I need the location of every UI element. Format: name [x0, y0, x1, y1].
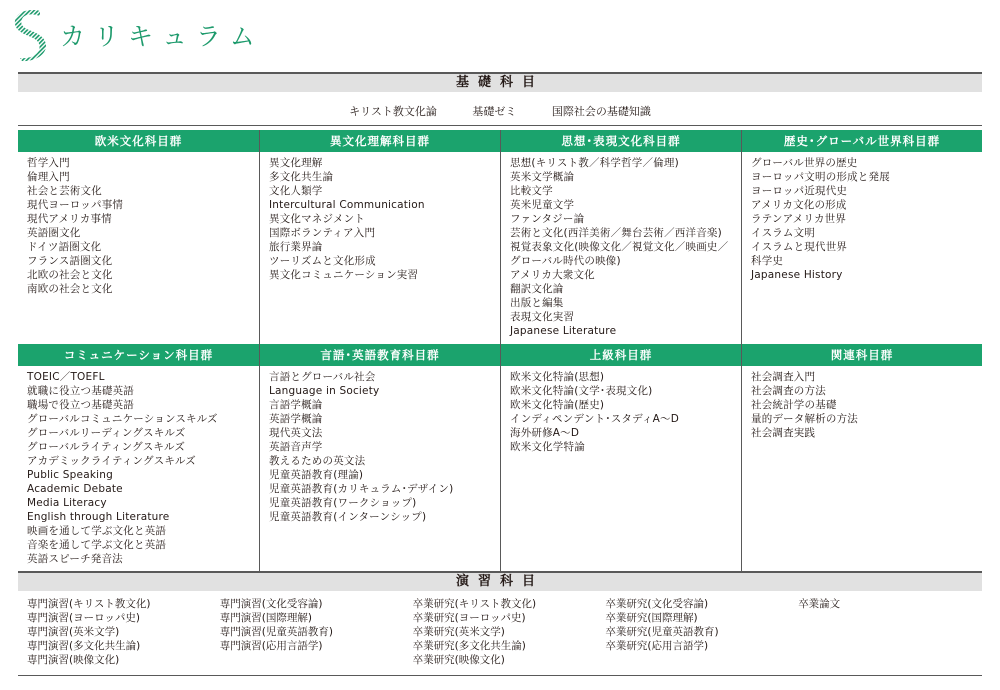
course-item: 専門演習(応用言語学) — [219, 640, 323, 652]
course-item: 出版と編集 — [510, 297, 564, 309]
group-header: 思想･表現文化科目群 — [501, 130, 741, 152]
course-item: ラテンアメリカ世界 — [751, 213, 847, 225]
course-item: 英語圏文化 — [27, 227, 81, 239]
course-item: ヨーロッパ文明の形成と発展 — [751, 171, 890, 183]
course-item: 児童英語教育(ワークショップ) — [269, 497, 417, 509]
course-item: 卒業研究(応用言語学) — [605, 640, 709, 652]
course-list — [18, 366, 259, 566]
ensyu-columns — [18, 597, 982, 667]
course-item: 文化人類学 — [269, 185, 323, 197]
course-item: 職場で役立つ基礎英語 — [27, 399, 134, 411]
course-item: 音楽を通して学ぶ文化と英語 — [27, 539, 167, 551]
ensyu-band: 演習科目 — [18, 571, 982, 591]
course-item: 異文化マネジメント — [269, 213, 365, 225]
course-item: フランス語圏文化 — [27, 255, 113, 267]
course-item: 卒業研究(多文化共生論) — [412, 640, 526, 652]
course-item: 現代アメリカ事情 — [27, 213, 112, 225]
group-column — [741, 344, 982, 571]
divider — [18, 675, 982, 676]
course-item: 社会調査の方法 — [751, 385, 826, 397]
group-column — [18, 344, 259, 571]
course-list — [742, 366, 982, 440]
course-item: 卒業研究(キリスト教文化) — [412, 598, 537, 610]
logo-icon — [10, 8, 50, 62]
course-item: グローバル時代の映像) — [510, 255, 621, 267]
course-item: 哲学入門 — [27, 157, 70, 169]
course-item: インディペンデント･スタディA～D — [510, 413, 680, 425]
course-item: 思想(キリスト教／科学哲学／倫理) — [510, 157, 679, 169]
course-item: 社会統計学の基礎 — [751, 399, 837, 411]
group-column — [500, 130, 741, 344]
course-item: 倫理入門 — [27, 171, 70, 183]
course-item: グローバルライティングスキルズ — [27, 441, 186, 453]
course-item: 欧米文化学特論 — [510, 441, 585, 453]
course-item: イスラムと現代世界 — [751, 241, 848, 253]
course-item: 社会と芸術文化 — [27, 185, 102, 197]
course-item: 専門演習(児童英語教育) — [219, 626, 333, 638]
course-item: 卒業研究(児童英語教育) — [605, 626, 719, 638]
course-item: 英語スピーチ発音法 — [27, 553, 123, 565]
course-item: 欧米文化特論(歴史) — [510, 399, 605, 411]
course-item: 卒業研究(文化受容論) — [605, 598, 709, 610]
course-item: ファンタジー論 — [510, 213, 585, 225]
course-item: 視覚表象文化(映像文化／視覚文化／映画史／ — [510, 241, 729, 253]
course-item: Academic Debate — [27, 483, 123, 495]
course-item: 異文化理解 — [269, 157, 323, 169]
course-item: 専門演習(ヨーロッパ史) — [27, 612, 140, 624]
course-item: 専門演習(文化受容論) — [219, 598, 323, 610]
course-item: 専門演習(映像文化) — [27, 654, 120, 666]
course-item: 卒業研究(英米文学) — [412, 626, 505, 638]
course-item: 児童英語教育(カリキュラム･デザイン) — [269, 483, 454, 495]
kiso-item: キリスト教文化論 — [349, 105, 437, 118]
course-item: 芸術と文化(西洋美術／舞台芸術／西洋音楽) — [510, 227, 722, 239]
kiso-items — [18, 104, 982, 120]
ensyu-list — [789, 597, 982, 667]
divider — [18, 125, 982, 126]
course-item: 科学史 — [751, 255, 784, 267]
group-column — [259, 130, 500, 344]
course-item: Language in Society — [269, 385, 380, 397]
group-header: 欧米文化科目群 — [18, 130, 259, 152]
course-item: Public Speaking — [27, 469, 113, 481]
course-list — [501, 152, 741, 338]
group-column — [259, 344, 500, 571]
group-grid-top — [18, 130, 982, 344]
kiso-item: 国際社会の基礎知識 — [551, 105, 651, 118]
course-item: 南欧の社会と文化 — [27, 283, 113, 295]
page-header — [10, 8, 370, 62]
page-title: カリキュラム — [60, 22, 264, 51]
group-grid-bottom — [18, 344, 982, 571]
course-item: 北欧の社会と文化 — [27, 269, 113, 281]
course-item: 言語とグローバル社会 — [269, 371, 376, 383]
course-item: 英語学概論 — [269, 413, 323, 425]
course-item: 就職に役立つ基礎英語 — [27, 385, 134, 397]
course-item: Intercultural Communication — [269, 199, 425, 211]
course-item: 欧米文化特論(思想) — [510, 371, 605, 383]
course-item: 卒業論文 — [798, 598, 841, 610]
course-list — [18, 152, 259, 296]
course-item: TOEIC／TOEFL — [27, 371, 105, 383]
course-item: English through Literature — [27, 511, 170, 523]
course-item: グローバル世界の歴史 — [751, 157, 858, 169]
course-item: 専門演習(国際理解) — [219, 612, 312, 624]
course-item: ドイツ語圏文化 — [27, 241, 102, 253]
course-item: Media Literacy — [27, 497, 107, 509]
group-header: 言語･英語教育科目群 — [260, 344, 500, 366]
group-column — [500, 344, 741, 571]
course-item: ヨーロッパ近現代史 — [751, 185, 848, 197]
course-item: 多文化共生論 — [269, 171, 334, 183]
course-item: 卒業研究(国際理解) — [605, 612, 698, 624]
course-list — [260, 366, 500, 524]
course-item: 専門演習(キリスト教文化) — [27, 598, 151, 610]
course-item: アメリカ大衆文化 — [510, 269, 595, 281]
group-column — [741, 130, 982, 344]
course-item: 卒業研究(ヨーロッパ史) — [412, 612, 526, 624]
course-item: 卒業研究(映像文化) — [412, 654, 505, 666]
ensyu-list — [211, 597, 404, 667]
course-item: 異文化コミュニケーション実習 — [269, 269, 419, 281]
course-item: 海外研修A～D — [510, 427, 580, 439]
group-column — [18, 130, 259, 344]
course-item: イスラム文明 — [751, 227, 815, 239]
course-item: 英米児童文学 — [510, 199, 575, 211]
course-item: アメリカ文化の形成 — [751, 199, 847, 211]
course-item: 社会調査入門 — [751, 371, 816, 383]
ensyu-list — [18, 597, 211, 667]
course-item: グローバルコミュニケーションスキルズ — [27, 413, 218, 425]
ensyu-list — [404, 597, 597, 667]
course-item: 社会調査実践 — [751, 427, 816, 439]
course-item: 児童英語教育(インターンシップ) — [269, 511, 427, 523]
course-item: 英米文学概論 — [510, 171, 575, 183]
course-item: Japanese Literature — [510, 325, 617, 337]
course-list — [742, 152, 982, 282]
course-item: 旅行業界論 — [269, 241, 323, 253]
kiso-band: 基礎科目 — [18, 72, 982, 92]
course-item: Japanese History — [751, 269, 843, 281]
course-item: 量的データ解析の方法 — [751, 413, 858, 425]
group-header: 関連科目群 — [742, 344, 982, 366]
course-item: 専門演習(英米文学) — [27, 626, 120, 638]
course-item: 現代ヨーロッパ事情 — [27, 199, 124, 211]
course-item: 現代英文法 — [269, 427, 323, 439]
course-item: 国際ボランティア入門 — [269, 227, 376, 239]
group-header: 上級科目群 — [501, 344, 741, 366]
course-item: 言語学概論 — [269, 399, 323, 411]
course-item: 専門演習(多文化共生論) — [27, 640, 141, 652]
course-item: 教えるための英文法 — [269, 455, 366, 467]
course-item: 翻訳文化論 — [510, 283, 564, 295]
course-item: グローバルリーディングスキルズ — [27, 427, 186, 439]
group-header: コミュニケーション科目群 — [18, 344, 259, 366]
course-list — [260, 152, 500, 282]
course-item: 表現文化実習 — [510, 311, 575, 323]
ensyu-list — [596, 597, 789, 667]
kiso-item: 基礎ゼミ — [472, 105, 517, 118]
course-item: ツーリズムと文化形成 — [269, 255, 376, 267]
group-header: 歴史･グローバル世界科目群 — [742, 130, 982, 152]
course-item: 英語音声学 — [269, 441, 323, 453]
course-item: 児童英語教育(理論) — [269, 469, 364, 481]
course-item: 比較文学 — [510, 185, 553, 197]
course-item: アカデミックライティングスキルズ — [27, 455, 196, 467]
group-header: 異文化理解科目群 — [260, 130, 500, 152]
course-item: 欧米文化特論(文学･表現文化) — [510, 385, 653, 397]
course-item: 映画を通して学ぶ文化と英語 — [27, 525, 167, 537]
course-list — [501, 366, 741, 454]
